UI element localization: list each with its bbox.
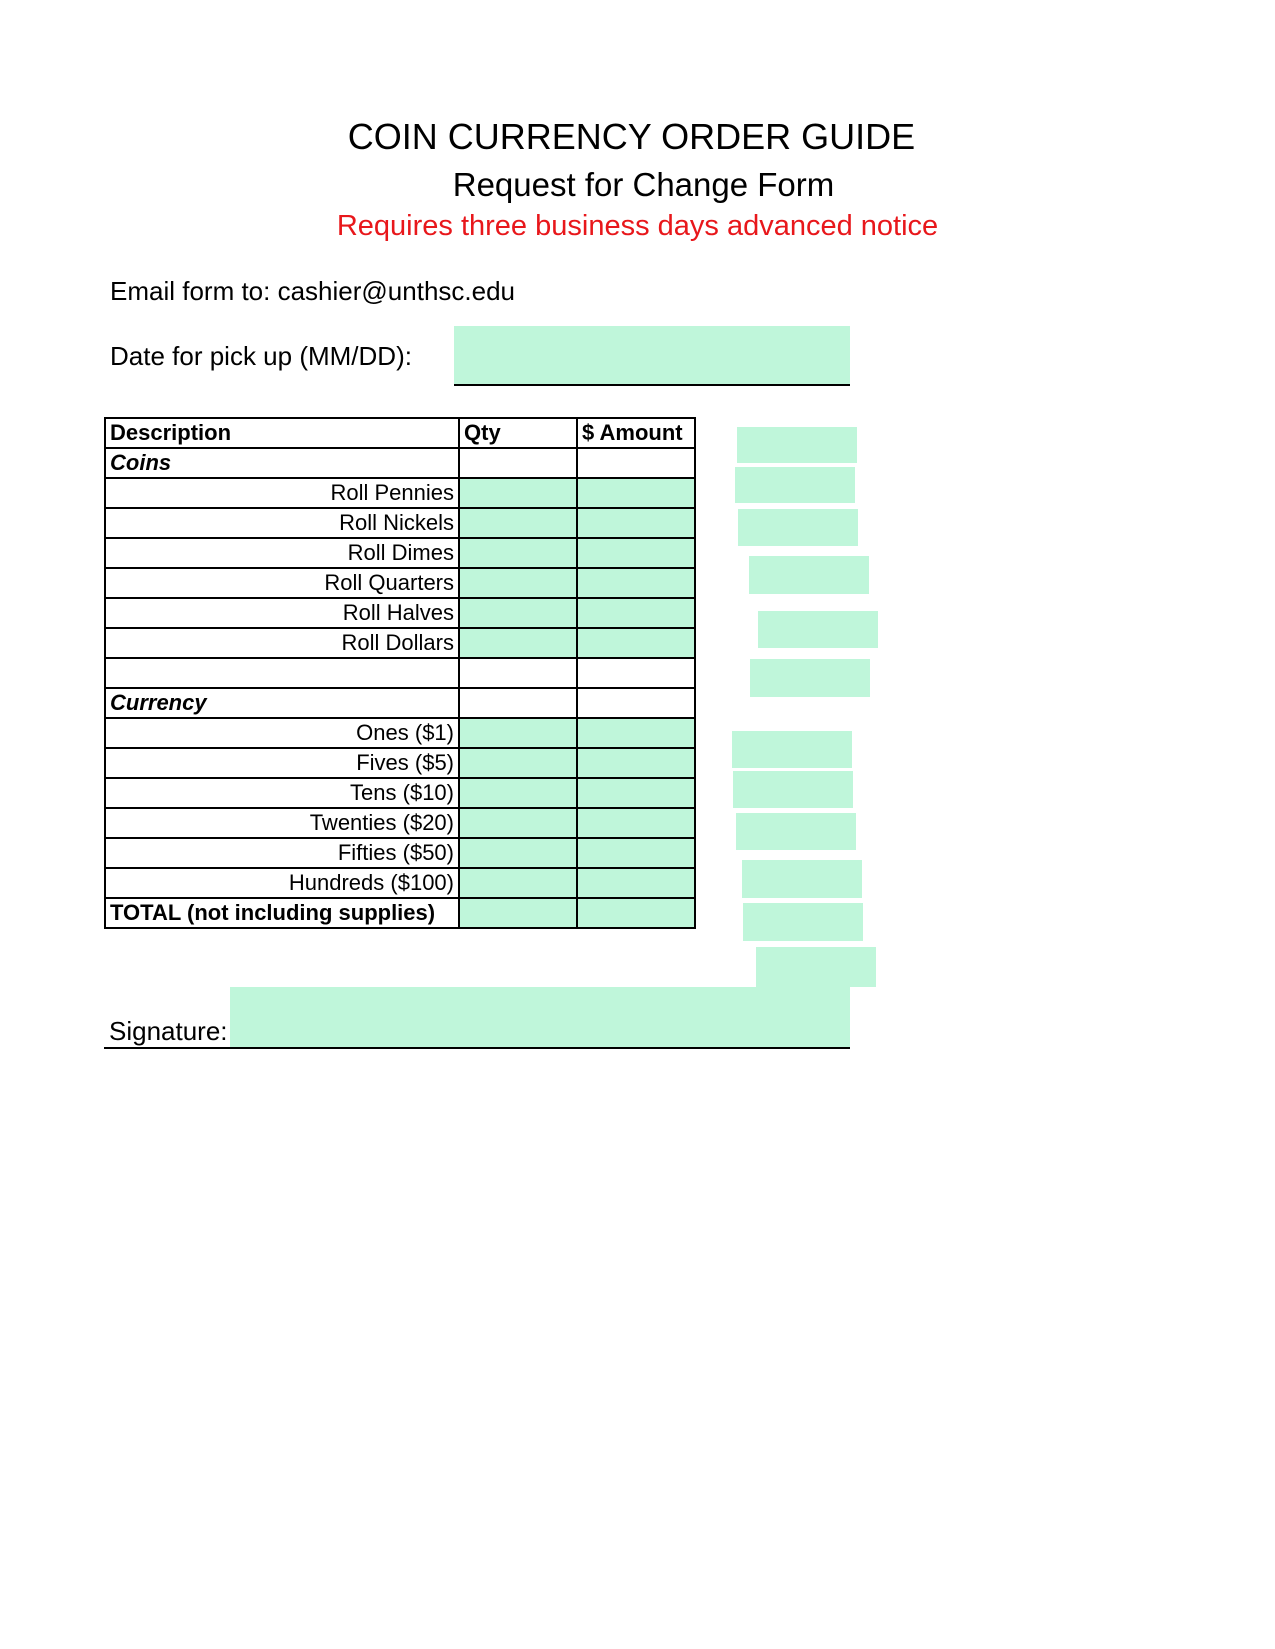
qty-input[interactable] (459, 838, 577, 868)
side-field[interactable] (758, 611, 878, 648)
table-row (105, 628, 695, 658)
table-row (105, 778, 695, 808)
amount-input[interactable] (577, 778, 695, 808)
header-description: Description (105, 418, 459, 448)
header-amount: $ Amount (577, 418, 695, 448)
section-label-currency: Currency (105, 688, 459, 718)
qty-input[interactable] (459, 508, 577, 538)
table-row (105, 508, 695, 538)
row-label: Ones ($1) (105, 718, 459, 748)
amount-input[interactable] (577, 628, 695, 658)
amount-input[interactable] (577, 478, 695, 508)
qty-input[interactable] (459, 478, 577, 508)
qty-input[interactable] (459, 778, 577, 808)
empty-cell (459, 448, 577, 478)
row-label: Fives ($5) (105, 748, 459, 778)
header-qty: Qty (459, 418, 577, 448)
total-row (105, 898, 695, 928)
side-field[interactable] (732, 731, 852, 768)
side-field[interactable] (756, 947, 876, 987)
amount-input[interactable] (577, 538, 695, 568)
table-row (105, 838, 695, 868)
amount-input[interactable] (577, 598, 695, 628)
total-qty-field[interactable] (459, 898, 577, 928)
email-instruction: Email form to: cashier@unthsc.edu (110, 276, 516, 306)
total-amount-field[interactable] (577, 898, 695, 928)
row-label: Roll Pennies (105, 478, 459, 508)
qty-input[interactable] (459, 568, 577, 598)
row-label: Tens ($10) (105, 778, 459, 808)
row-label: Roll Dimes (105, 538, 459, 568)
table-row (105, 478, 695, 508)
page-subtitle: Request for Change Form (452, 166, 835, 203)
section-row-currency (105, 688, 695, 718)
table-row (105, 568, 695, 598)
table-row (105, 808, 695, 838)
empty-cell (577, 448, 695, 478)
amount-input[interactable] (577, 748, 695, 778)
amount-input[interactable] (577, 508, 695, 538)
amount-input[interactable] (577, 868, 695, 898)
amount-input[interactable] (577, 808, 695, 838)
row-label: Roll Dollars (105, 628, 459, 658)
qty-input[interactable] (459, 718, 577, 748)
row-label: Hundreds ($100) (105, 868, 459, 898)
amount-input[interactable] (577, 568, 695, 598)
qty-input[interactable] (459, 868, 577, 898)
amount-input[interactable] (577, 838, 695, 868)
empty-cell (577, 688, 695, 718)
qty-input[interactable] (459, 538, 577, 568)
empty-cell (105, 658, 459, 688)
qty-input[interactable] (459, 748, 577, 778)
page-title: COIN CURRENCY ORDER GUIDE (347, 116, 916, 157)
qty-input[interactable] (459, 808, 577, 838)
qty-input[interactable] (459, 598, 577, 628)
side-field[interactable] (735, 467, 855, 503)
section-label-coins: Coins (105, 448, 459, 478)
order-table (104, 417, 696, 929)
row-label: Twenties ($20) (105, 808, 459, 838)
side-field[interactable] (742, 860, 862, 898)
pickup-date-label: Date for pick up (MM/DD): (110, 341, 412, 371)
side-field[interactable] (743, 903, 863, 941)
table-row (105, 598, 695, 628)
row-label: Roll Nickels (105, 508, 459, 538)
row-label: Fifties ($50) (105, 838, 459, 868)
side-field[interactable] (738, 509, 858, 546)
table-row (105, 538, 695, 568)
side-field[interactable] (737, 427, 857, 463)
empty-cell (459, 658, 577, 688)
notice-text: Requires three business days advanced notice (336, 210, 939, 242)
side-field[interactable] (750, 659, 870, 697)
table-row (105, 748, 695, 778)
row-label: Roll Quarters (105, 568, 459, 598)
side-field[interactable] (749, 556, 869, 594)
signature-field[interactable] (230, 987, 850, 1047)
table-header-row (105, 418, 695, 448)
total-label: TOTAL (not including supplies) (105, 898, 459, 928)
pickup-date-field[interactable] (454, 326, 850, 386)
qty-input[interactable] (459, 628, 577, 658)
empty-cell (459, 688, 577, 718)
signature-line (104, 1047, 850, 1049)
side-field[interactable] (736, 813, 856, 850)
empty-cell (577, 658, 695, 688)
table-row (105, 718, 695, 748)
spacer-row (105, 658, 695, 688)
row-label: Roll Halves (105, 598, 459, 628)
side-field[interactable] (733, 771, 853, 808)
signature-label: Signature: (109, 1016, 228, 1046)
amount-input[interactable] (577, 718, 695, 748)
section-row-coins (105, 448, 695, 478)
table-row (105, 868, 695, 898)
